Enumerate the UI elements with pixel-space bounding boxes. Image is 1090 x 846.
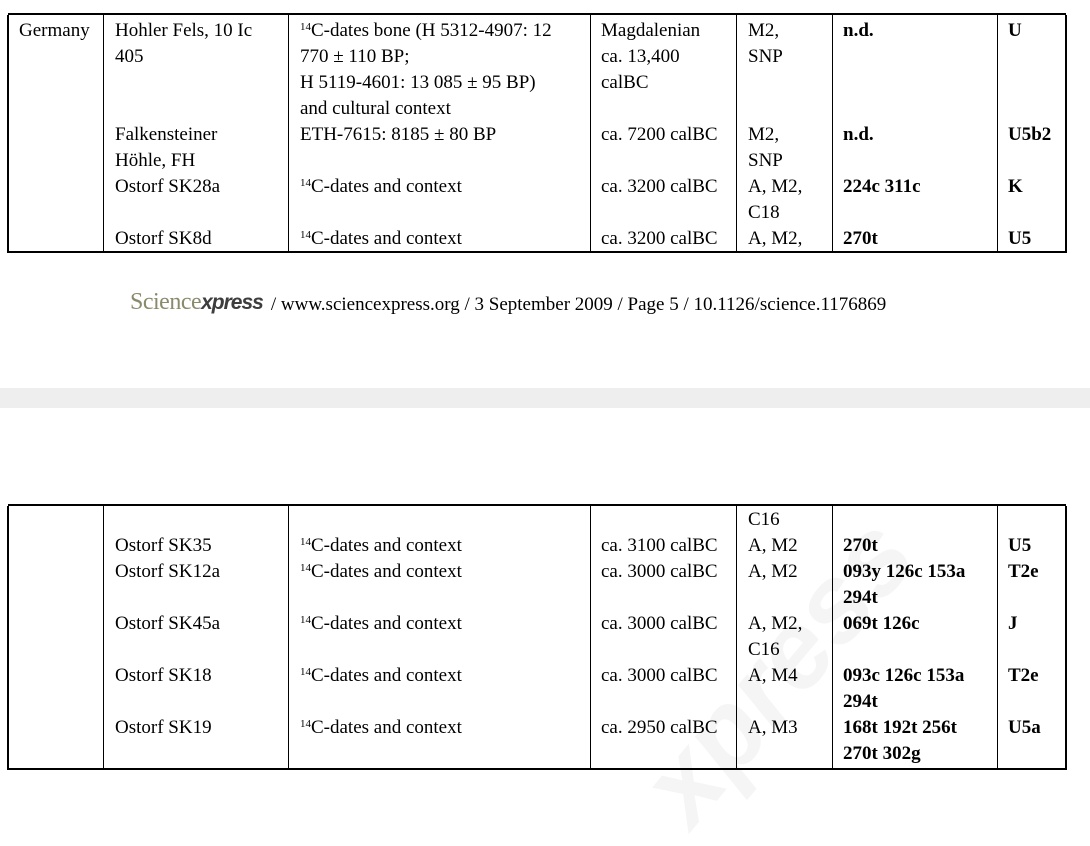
cell-line: ca. 3100 calBC: [601, 535, 718, 556]
cell-line: [300, 559, 462, 585]
region-cell: [19, 18, 90, 44]
age-cell: [601, 533, 718, 559]
fragments-cell: [748, 226, 802, 252]
cell-text: and cultural context: [300, 98, 451, 119]
cell-line: [300, 611, 462, 637]
cell-line: Germany: [19, 20, 90, 41]
cell-line: 294t: [843, 587, 878, 608]
cell-line: 270t: [843, 228, 878, 249]
dating-cell: [300, 715, 462, 741]
cell-line: Ostorf SK35: [115, 535, 212, 556]
age-cell: [601, 18, 700, 96]
isotope-superscript: 14: [300, 176, 311, 189]
cell-line: Hohler Fels, 10 Ic: [115, 20, 253, 41]
fragments-cell: [748, 611, 802, 663]
hvr-motif-cell: [843, 174, 921, 200]
cell-line: [300, 122, 496, 148]
cell-line: 093y 126c 153a: [843, 561, 966, 582]
cell-line: U5b2: [1008, 124, 1052, 145]
cell-line: C16: [748, 639, 780, 660]
cell-line: ca. 13,400: [601, 46, 680, 67]
table-column-divider: [997, 15, 998, 253]
age-cell: [601, 715, 718, 741]
dating-cell: [300, 559, 462, 585]
cell-line: Falkensteiner: [115, 124, 218, 145]
age-cell: [601, 174, 718, 200]
cell-text: C-dates and context: [311, 717, 462, 738]
cell-line: A, M2: [748, 535, 798, 556]
isotope-superscript: 14: [300, 561, 311, 574]
cell-line: n.d.: [843, 124, 874, 145]
cell-line: ca. 3200 calBC: [601, 228, 718, 249]
page-separator: [0, 388, 1090, 408]
dating-cell: [300, 663, 462, 689]
cell-line: ca. 3000 calBC: [601, 561, 718, 582]
cell-line: Ostorf SK28a: [115, 176, 221, 197]
site-cell: [115, 226, 212, 252]
sciencexpress-logo: Sciencexpress: [130, 289, 263, 315]
table-border: [7, 15, 9, 253]
isotope-superscript: 14: [300, 613, 311, 626]
cell-line: SNP: [748, 150, 783, 171]
site-cell: [115, 18, 252, 70]
cell-line: T2e: [1008, 561, 1039, 582]
age-cell: [601, 226, 718, 252]
footer-citation: / www.sciencexpress.org / 3 September 2009 / Page 5 / 10.1126/science.1176869: [270, 294, 887, 315]
cell-line: A, M2,: [748, 613, 803, 634]
isotope-superscript: 14: [300, 717, 311, 730]
dating-cell: [300, 611, 462, 637]
cell-line: A, M3: [748, 717, 798, 738]
cell-line: 069t 126c: [843, 613, 920, 634]
cell-line: Magdalenian: [601, 20, 701, 41]
table-column-divider: [736, 506, 737, 770]
table-column-divider: [832, 506, 833, 770]
table-column-divider: [997, 506, 998, 770]
table-column-divider: [288, 15, 289, 253]
cell-text: C-dates and context: [311, 613, 462, 634]
hvr-motif-cell: [843, 226, 878, 252]
cell-line: [300, 663, 462, 689]
cell-line: ca. 2950 calBC: [601, 717, 718, 738]
site-cell: [115, 611, 220, 637]
cell-text: H 5119-4601: 13 085 ± 95 BP): [300, 72, 536, 93]
cell-line: A, M2,: [748, 176, 803, 197]
cell-line: [300, 18, 552, 44]
cell-line: Ostorf SK19: [115, 717, 212, 738]
cell-line: U5: [1008, 535, 1032, 556]
site-cell: [115, 533, 212, 559]
cell-line: SNP: [748, 46, 783, 67]
haplogroup-table-part-1: [8, 13, 1066, 253]
haplogroup-cell: [1008, 663, 1039, 689]
cell-text: C-dates and context: [311, 535, 462, 556]
cell-line: calBC: [601, 72, 649, 93]
age-cell: [601, 559, 718, 585]
page-footer: [130, 290, 886, 320]
document-page-bottom: [0, 408, 1090, 800]
cell-line: [300, 715, 462, 741]
cell-line: 405: [115, 46, 144, 67]
dating-cell: [300, 122, 496, 148]
haplogroup-cell: [1008, 174, 1023, 200]
cell-line: Ostorf SK8d: [115, 228, 212, 249]
table-column-divider: [832, 15, 833, 253]
cell-text: 770 ± 110 BP;: [300, 46, 410, 67]
cell-line: M2,: [748, 124, 780, 145]
cell-line: A, M2: [748, 561, 798, 582]
isotope-superscript: 14: [300, 665, 311, 678]
cell-line: U5a: [1008, 717, 1041, 738]
fragments-cell: [748, 559, 798, 585]
hvr-motif-cell: [843, 663, 964, 715]
cell-line: J: [1008, 613, 1018, 634]
fragments-cell: [748, 715, 798, 741]
cell-line: 270t 302g: [843, 743, 921, 764]
isotope-superscript: 14: [300, 535, 311, 548]
hvr-motif-cell: [843, 533, 878, 559]
cell-line: Ostorf SK45a: [115, 613, 221, 634]
cell-line: ca. 7200 calBC: [601, 124, 718, 145]
haplogroup-cell: [1008, 611, 1018, 637]
fragments-cell: [748, 533, 798, 559]
hvr-motif-cell: [843, 122, 874, 148]
cell-line: [300, 44, 552, 70]
cell-text: C-dates and context: [311, 228, 462, 249]
cell-line: 168t 192t 256t: [843, 717, 957, 738]
age-cell: [601, 611, 718, 637]
haplogroup-cell: [1008, 533, 1031, 559]
table-column-divider: [590, 506, 591, 770]
cell-line: 093c 126c 153a: [843, 665, 965, 686]
table-border: [1065, 506, 1067, 770]
table-border: [7, 506, 9, 770]
hvr-motif-cell: [843, 715, 957, 767]
cell-line: n.d.: [843, 20, 874, 41]
table-column-divider: [103, 15, 104, 253]
cell-line: A, M2,: [748, 228, 803, 249]
site-cell: [115, 122, 217, 174]
cell-text: C-dates and context: [311, 176, 462, 197]
cell-text: C-dates and context: [311, 665, 462, 686]
dating-cell: [300, 18, 552, 122]
table-column-divider: [103, 506, 104, 770]
age-cell: [601, 122, 718, 148]
cell-line: [300, 96, 552, 122]
fragments-continuation: C16: [748, 509, 780, 530]
cell-line: [300, 226, 462, 252]
cell-text: C-dates bone (H 5312-4907: 12: [311, 20, 552, 41]
haplogroup-cell: [1008, 715, 1041, 741]
haplogroup-table-part-2: [8, 504, 1066, 770]
site-cell: [115, 559, 220, 585]
dating-cell: [300, 533, 462, 559]
isotope-superscript: 14: [300, 20, 311, 33]
dating-cell: [300, 226, 462, 252]
haplogroup-cell: [1008, 18, 1022, 44]
cell-line: ca. 3000 calBC: [601, 665, 718, 686]
site-cell: [115, 174, 220, 200]
cell-line: Ostorf SK18: [115, 665, 212, 686]
table-column-divider: [288, 506, 289, 770]
fragments-cell: [748, 174, 802, 226]
cell-line: Ostorf SK12a: [115, 561, 221, 582]
cell-line: M2,: [748, 20, 780, 41]
haplogroup-cell: [1008, 122, 1051, 148]
cell-line: ca. 3200 calBC: [601, 176, 718, 197]
fragments-cell: [748, 18, 783, 70]
cell-line: [300, 70, 552, 96]
dating-cell: [300, 174, 462, 200]
haplogroup-cell: [1008, 226, 1031, 252]
document-page-top: [0, 0, 1090, 388]
age-cell: [601, 663, 718, 689]
table-column-divider: [736, 15, 737, 253]
cell-line: A, M4: [748, 665, 798, 686]
table-border: [1065, 15, 1067, 253]
site-cell: [115, 715, 212, 741]
cell-line: 270t: [843, 535, 878, 556]
cell-line: [300, 533, 462, 559]
cell-line: C18: [748, 202, 780, 223]
cell-line: Höhle, FH: [115, 150, 196, 171]
cell-line: U: [1008, 20, 1022, 41]
cell-line: [300, 174, 462, 200]
cell-line: ca. 3000 calBC: [601, 613, 718, 634]
hvr-motif-cell: [843, 18, 874, 44]
cell-text: C-dates and context: [311, 561, 462, 582]
hvr-motif-cell: [843, 611, 920, 637]
fragments-cell: [748, 663, 798, 689]
cell-line: 224c 311c: [843, 176, 921, 197]
cell-line: K: [1008, 176, 1023, 197]
haplogroup-cell: [1008, 559, 1039, 585]
cell-text: ETH-7615: 8185 ± 80 BP: [300, 124, 497, 145]
isotope-superscript: 14: [300, 228, 311, 241]
fragments-cell: [748, 122, 783, 174]
cell-line: U5: [1008, 228, 1032, 249]
cell-line: T2e: [1008, 665, 1039, 686]
table-column-divider: [590, 15, 591, 253]
hvr-motif-cell: [843, 559, 965, 611]
cell-line: 294t: [843, 691, 878, 712]
site-cell: [115, 663, 212, 689]
